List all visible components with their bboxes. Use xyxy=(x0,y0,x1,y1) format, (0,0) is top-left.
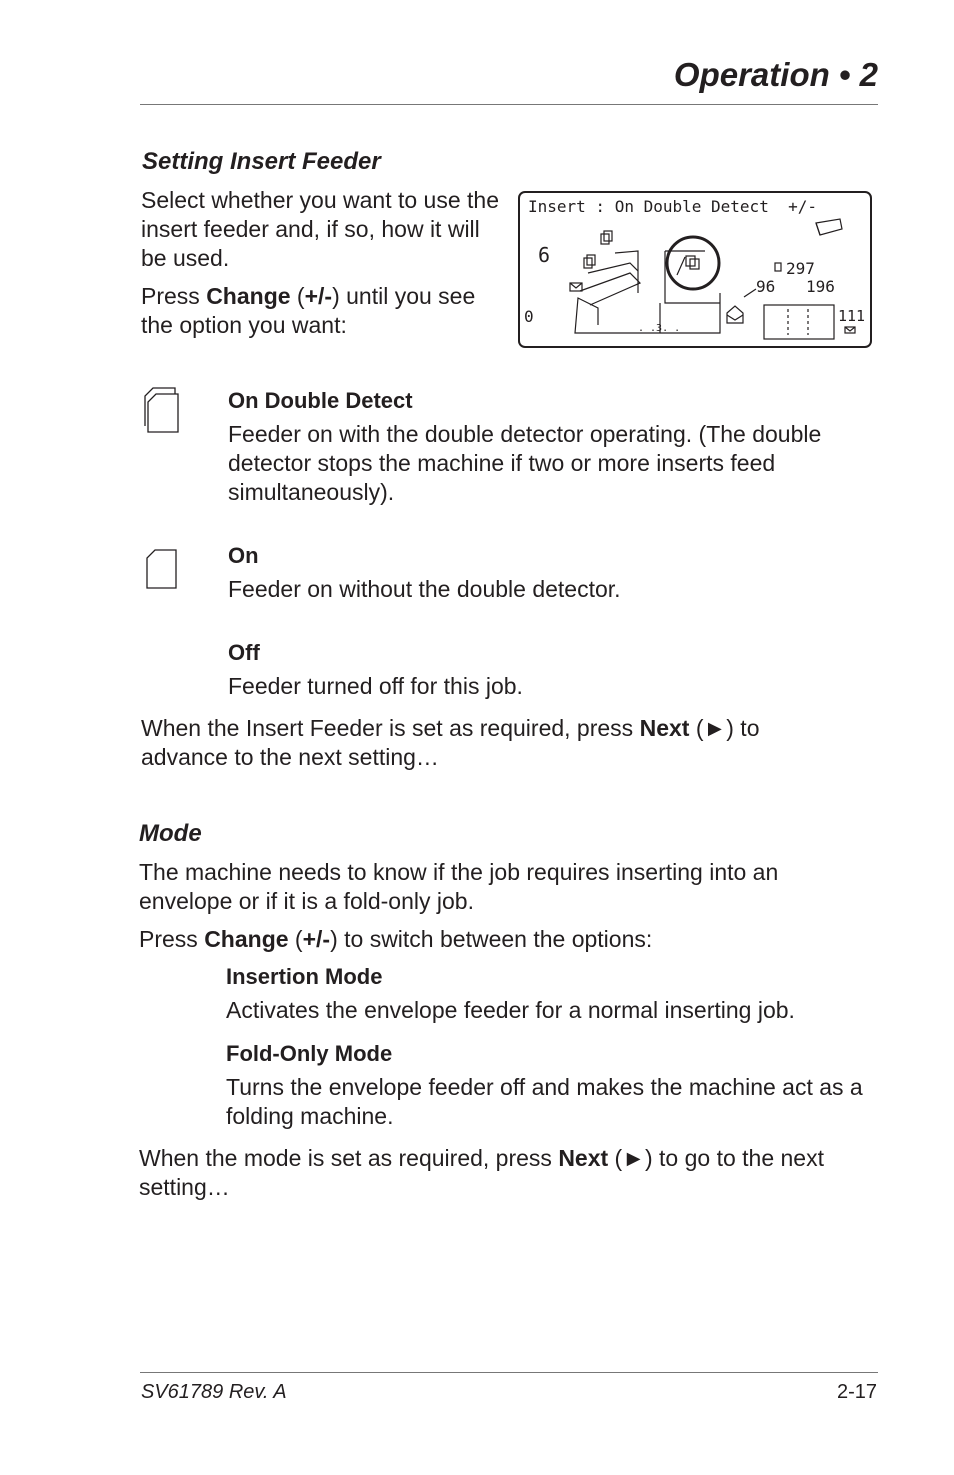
section-title-mode: Mode xyxy=(139,820,202,847)
lcd-display xyxy=(518,191,872,348)
mode-intro: The machine needs to know if the job requires inserting into an envelope or if it is a fold-only job. xyxy=(139,859,779,914)
next-key-label: Next xyxy=(558,1145,609,1171)
next-key-label: Next xyxy=(639,715,690,741)
lcd-machine-graphic xyxy=(520,193,870,346)
insert-feeder-intro: Select whether you want to use the insert feeder and, if so, how it will be used. xyxy=(141,187,499,271)
insert-feeder-closing: When the Insert Feeder is set as required, press Next (►) to advance to the next setting… xyxy=(141,715,760,770)
footer-page-number: 2-17 xyxy=(836,1381,877,1403)
double-sheet-icon xyxy=(143,384,181,434)
footer-doc-id: SV61789 Rev. A xyxy=(141,1381,287,1403)
header-rule xyxy=(140,104,878,105)
section-title-insert-feeder: Setting Insert Feeder xyxy=(142,148,381,175)
lcd-left-count: 6 xyxy=(538,243,551,267)
option-desc-on-double-detect: Feeder on with the double detector operating. (The double detector stops the machine if two or more inserts feed simultaneously). xyxy=(228,421,822,505)
option-desc-fold-only-mode: Turns the envelope feeder off and makes the machine act as a folding machine. xyxy=(226,1074,863,1129)
option-title-off: Off xyxy=(228,640,260,665)
option-desc-off: Feeder turned off for this job. xyxy=(228,673,523,699)
page-header-title: Operation • 2 xyxy=(673,56,878,93)
mode-closing: When the mode is set as required, press Next (►) to go to the next setting… xyxy=(139,1145,824,1200)
lcd-right-count: 111 xyxy=(838,307,866,325)
lcd-dots: . .3. . xyxy=(638,323,681,334)
lcd-envelope-count: 297 xyxy=(786,259,815,278)
option-title-insertion-mode: Insertion Mode xyxy=(226,964,383,989)
change-key-label: Change xyxy=(204,926,289,952)
plus-minus-key-label: +/- xyxy=(302,926,331,952)
lcd-bottom-left-count: 0 xyxy=(524,307,534,326)
option-desc-on: Feeder on without the double detector. xyxy=(228,576,621,602)
change-key-label: Change xyxy=(206,283,291,309)
lcd-value-a: 96 xyxy=(756,277,776,296)
insert-feeder-press-instruction: Press Change (+/-) until you see the option you want: xyxy=(141,283,476,338)
single-sheet-icon xyxy=(143,546,179,592)
plus-minus-key-label: +/- xyxy=(304,283,333,309)
option-title-on-double-detect: On Double Detect xyxy=(228,388,413,413)
lcd-value-b: 196 xyxy=(806,277,835,296)
footer-rule xyxy=(140,1372,878,1373)
option-title-on: On xyxy=(228,543,259,568)
mode-press-instruction: Press Change (+/-) to switch between the options: xyxy=(139,926,653,952)
option-title-fold-only-mode: Fold-Only Mode xyxy=(226,1041,393,1066)
lcd-status-line: Insert : On Double Detect +/- xyxy=(528,197,817,216)
option-desc-insertion-mode: Activates the envelope feeder for a normal inserting job. xyxy=(226,997,795,1023)
